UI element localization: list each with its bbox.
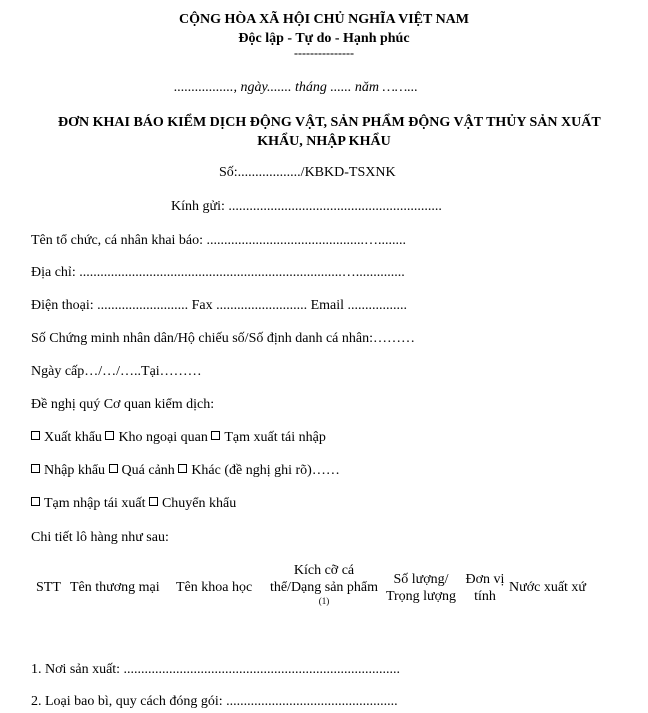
option-transit[interactable]: Quá cảnh (109, 463, 175, 478)
options-row-3 (31, 496, 236, 512)
option-temp-import-reexport[interactable]: Tạm nhập tái xuất (31, 496, 145, 511)
contact-field: Điện thoại: .......................... Fax .......................... Email ................. (31, 298, 408, 313)
col-quantity (382, 571, 460, 605)
col-size-note: (1) (318, 596, 330, 606)
header-divider: --------------- (294, 46, 354, 60)
col-unit (462, 571, 508, 605)
checkbox-icon (109, 464, 118, 473)
option-bonded-warehouse[interactable]: Kho ngoại quan (105, 430, 207, 445)
organization-field: Tên tổ chức, cá nhân khai báo: .............................................…........ (31, 233, 407, 248)
id-number-field: Số Chứng minh nhân dân/Hộ chiếu số/Số định danh cá nhân:……… (31, 331, 415, 346)
col-quantity-line1: Số lượng/ (393, 572, 449, 587)
col-quantity-line2: Trọng lượng (385, 589, 457, 604)
col-size-line2: thể/Dạng sản phẩm (269, 580, 379, 595)
form-title-line1: ĐƠN KHAI BÁO KIỂM DỊCH ĐỘNG VẬT, SẢN PHẨM ĐỘNG VẬT THỦY SẢN XUẤT (58, 115, 601, 130)
option-export[interactable]: Xuất khẩu (31, 430, 102, 445)
packaging-field: 2. Loại bao bì, quy cách đóng gói: ................................................. (31, 694, 398, 709)
checkbox-icon (31, 464, 40, 473)
option-transshipment[interactable]: Chuyển khẩu (149, 496, 236, 511)
checkbox-icon (105, 431, 114, 440)
col-trade-name: Tên thương mại (70, 580, 160, 595)
col-scientific-name: Tên khoa học (176, 580, 253, 595)
checkbox-icon (178, 464, 187, 473)
options-row-2 (31, 463, 340, 479)
col-unit-line1: Đơn vị (465, 572, 505, 587)
issue-date-field: Ngày cấp…/…/…..Tại……… (31, 364, 202, 379)
col-unit-line2: tính (474, 589, 496, 604)
checkbox-icon (31, 497, 40, 506)
country-header: CỘNG HÒA XÃ HỘI CHỦ NGHĨA VIỆT NAM (178, 12, 469, 27)
date-line: ................., ngày....... tháng ...... năm ……... (174, 80, 418, 95)
checkbox-icon (211, 431, 220, 440)
form-title-line2: KHẨU, NHẬP KHẨU (257, 134, 391, 149)
address-field: Địa chỉ: ...........................................................................….............. (31, 265, 405, 280)
option-import[interactable]: Nhập khẩu (31, 463, 105, 478)
options-row-1 (31, 430, 326, 446)
production-place-field: 1. Nơi sản xuất: ............................................................................... (31, 662, 401, 677)
col-origin: Nước xuất xứ (509, 580, 587, 595)
option-other[interactable]: Khác (đề nghị ghi rõ)…… (178, 463, 340, 478)
motto: Độc lập - Tự do - Hạnh phúc (238, 31, 410, 46)
col-size-line1: Kích cỡ cá (293, 563, 355, 578)
form-number: Số:................../KBKD-TSXNK (219, 165, 396, 180)
col-stt: STT (36, 580, 61, 595)
col-size (264, 562, 384, 606)
checkbox-icon (31, 431, 40, 440)
details-label: Chi tiết lô hàng như sau: (31, 530, 169, 545)
recipient-line: Kính gửi: ............................................................. (171, 199, 442, 214)
option-temp-export-reimport[interactable]: Tạm xuất tái nhập (211, 430, 325, 445)
checkbox-icon (149, 497, 158, 506)
request-label: Đề nghị quý Cơ quan kiểm dịch: (31, 397, 215, 412)
